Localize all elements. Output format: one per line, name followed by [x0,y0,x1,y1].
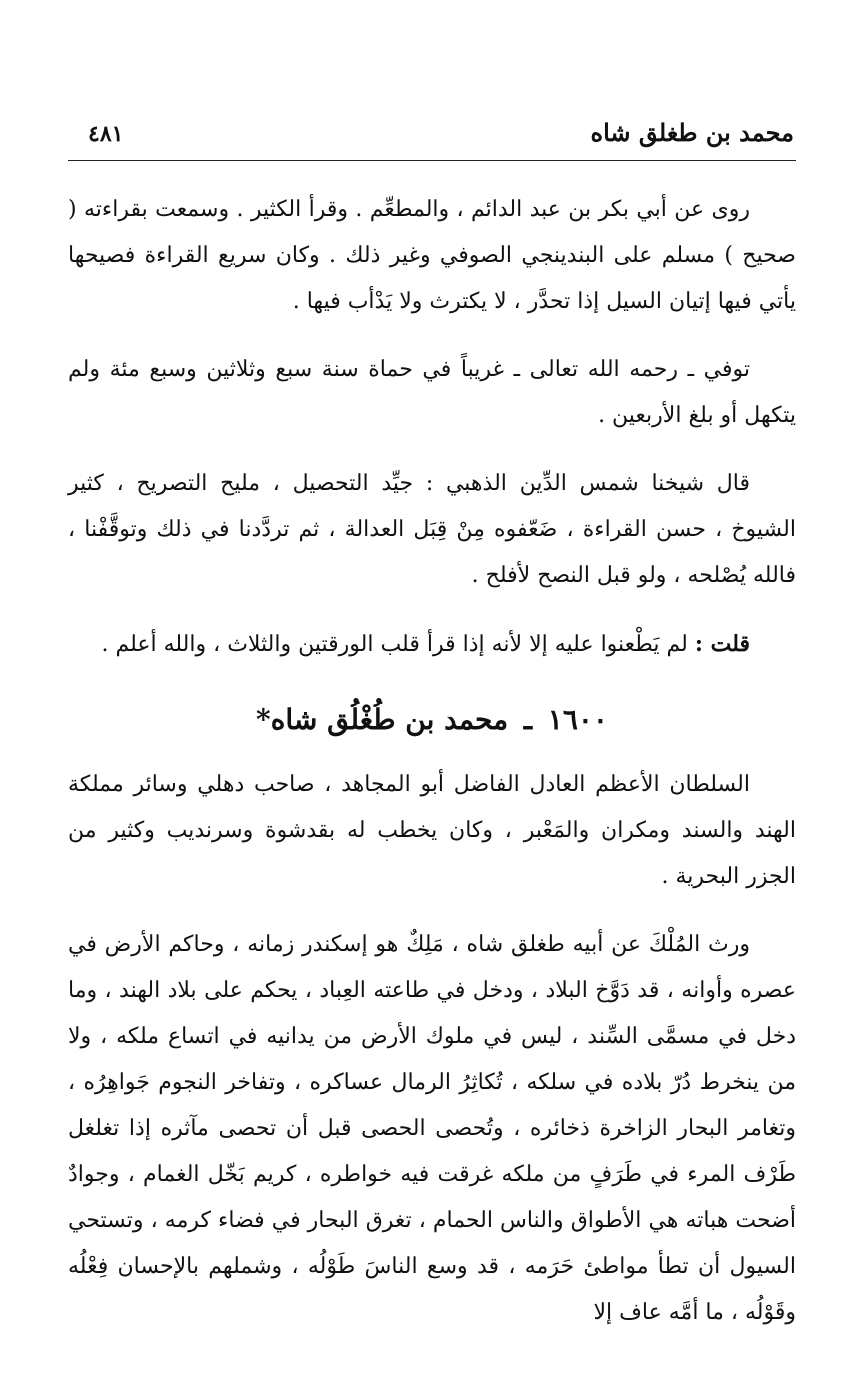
entry-number: ١٦٠٠ [547,703,608,736]
paragraph-death: توفي ـ رحمه الله تعالى ـ غريباً في حماة سنة سبع وثلاثين وسبع مئة ولم يتكهل أو بلغ الأربعين . [68,357,796,428]
page-content [68,187,796,1336]
entry-heading [68,698,796,742]
note-text: لم يَطْعنوا عليه إلا لأنه إذا قرأ قلب الورقتين والثلاث ، والله أعلم . [101,632,688,657]
running-title: محمد بن طغلق شاه [590,118,794,147]
page-number: ٤٨١ [88,121,124,147]
entry-title: محمد بن طُغْلُق شاه* [256,703,509,736]
paragraph-sultan-intro: السلطان الأعظم العادل الفاضل أبو المجاهد ، صاحب دهلي وسائر مملكة الهند والسند ومكران والمَعْبر ، وكان يخطب له بقدشوة وسرنديب وكثير من الجزر البحرية . [68,772,797,889]
paragraph-narration: روى عن أبي بكر بن عبد الدائم ، والمطعِّم . وقرأ الكثير . وسمعت بقراءته ( صحيح ) مسلم على البندينجي الصوفي وغير ذلك . وكان سريع القراءة فصيحها يأتي فيها إتيان السيل إذا تحدَّر ، لا يكترث ولا يَدْأب فيها . [68,197,796,314]
entry-separator: ـ [523,703,533,736]
paragraph-sultan-praise: ورث المُلْكَ عن أبيه طغلق شاه ، مَلِكٌ هو إسكندر زمانه ، وحاكم الأرض في عصره وأوانه ، قد دَوَّخ البلاد ، ودخل في طاعته العِباد ، يحكم على بلاد الهند ، وما دخل في مسمَّى السِّند ، ليس في ملوك الأرض من يدانيه في اتساع ملكه ، ولا من ينخرط دُرّ بلاده في سلكه ، تُكاثِرُ الرمال عساكره ، وتفاخر النجوم جَواهِرُه ، وتغامر البحار الزاخرة ذخائره ، وتُحصى الحصى قبل أن تحصى مآثره إذا تغلغل طَرْف المرء في طَرَفٍ من ملكه غرقت فيه خواطره ، كريم بَخّل الغمام ، وجوادٌ أضحت هباته هي الأطواق والناس الحمام ، تغرق البحار في فضاء كرمه ، وتستحي السيول أن تطأ مواطئ حَرَمه ، قد وسع الناسَ طَوْلُه ، وشملهم بالإحسان فِعْلُه وقَوْلُه ، ما أمَّه عاف إلا [68,932,796,1325]
paragraph-author-note [68,621,796,668]
paragraph-dhahabi-quote: قال شيخنا شمس الدِّين الذهبي : جيِّد التحصيل ، مليح التصريح ، كثير الشيوخ ، حسن القراءة ، ضَعّفوه مِنْ قِبَل العدالة ، ثم تردَّدنا في ذلك وتوقَّفْنا ، فالله يُصْلحه ، ولو قبل النصح لأفلح . [68,471,796,588]
book-page [68,118,797,1325]
page-header [68,118,796,161]
note-label: قلت : [694,631,750,657]
